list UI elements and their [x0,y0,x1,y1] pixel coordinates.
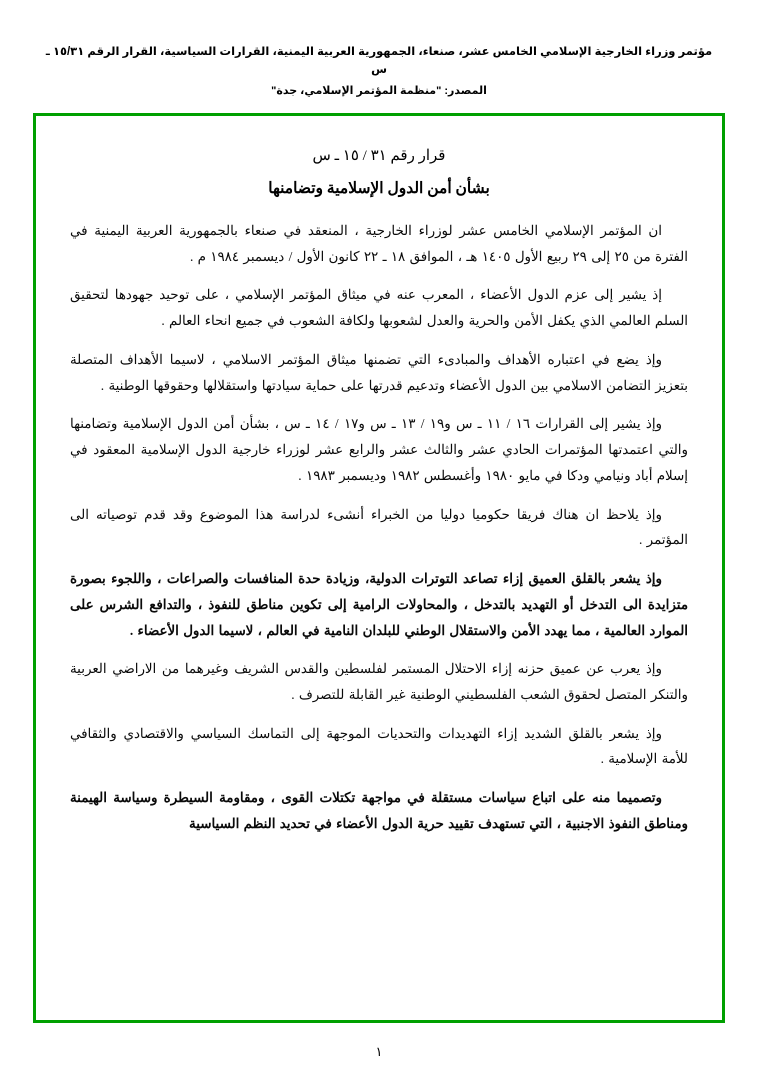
paragraph: وإذ يعرب عن عميق حزنه إزاء الاحتلال المستمر لفلسطين والقدس الشريف وغيرهما من الاراضي العربية والتنكر المتصل لحقوق الشعب الفلسطيني الوطنية غير القابلة للتصرف . [70,661,688,703]
paragraph: ان المؤتمر الإسلامي الخامس عشر لوزراء الخارجية ، المنعقد في صنعاء بالجمهورية العربية اليمنية في الفترة من ٢٥ إلى ٢٩ ربيع الأول ١٤٠٥ هـ ، الموافق ١٨ ـ ٢٢ كانون الأول / ديسمبر ١٩٨٤ م . [70,223,688,264]
document-header [0,0,758,100]
resolution-number: قرار رقم ٣١ / ١٥ ـ س [312,148,446,164]
paragraph: وإذ يشعر بالقلق الشديد إزاء التهديدات والتحديات الموجهة إلى التماسك السياسي والاقتصادي والثقافي للأمة الإسلامية . [70,725,688,767]
page-number: ١ [375,1044,383,1059]
paragraph: وإذ يشعر بالقلق العميق إزاء تصاعد التوترات الدولية، وزيادة حدة المنافسات والصراعات ، واللجوء بصورة متزايدة الى التدخل أو التهديد بالتدخل ، والمحاولات الرامية إلى تكوين مناطق للنفوذ ، والتدافع الشرس على الموارد العالمية ، مما يهدد الأمن والاستقلال الوطني للبلدان النامية في العالم ، لاسيما الدول الأعضاء . [70,571,688,638]
header-source-line: المصدر: "منظمة المؤتمر الإسلامي، جدة" [271,84,487,97]
paragraph: إذ يشير إلى عزم الدول الأعضاء ، المعرب عنه في ميثاق المؤتمر الإسلامي ، على توحيد جهودها لتحقيق السلم العالمي الذي يكفل الأمن والحرية والعدل لشعوبها ولكافة الشعوب في جميع انحاء العالم . [70,287,688,329]
paragraph: وإذ يلاحظ ان هناك فريقا حكوميا دوليا من الخبراء أنشىء لدراسة هذا الموضوع وقد قدم توصياته الى المؤتمر . [70,506,688,548]
content-frame [33,113,725,1023]
paragraph: وإذ يضع في اعتباره الأهداف والمبادىء التي تضمنها ميثاق المؤتمر الاسلامي ، لاسيما الأهداف المتصلة بتعزيز التضامن الاسلامي بين الدول الأعضاء وتدعيم قدرتها على حماية سيادتها واستقلالها وحقوقها الوطنية . [70,351,688,393]
paragraph: وإذ يشير إلى القرارات ١٦ / ١١ ـ س و١٩ / ١٣ ـ س و١٧ / ١٤ ـ س ، بشأن أمن الدول الإسلامية وتضامنها والتي اعتمدتها المؤتمرات الحادي عشر والثالث عشر والرابع عشر لوزراء خارجية الدول الإسلامية المعقود في إسلام أباد ونيامي ودكا في مايو ١٩٨٠ وأغسطس ١٩٨٢ وديسمبر ١٩٨٣ . [70,416,688,483]
content-body [36,116,722,1020]
resolution-title: بشأن أمن الدول الإسلامية وتضامنها [268,180,490,197]
header-title-line: مؤتمر وزراء الخارجية الإسلامي الخامس عشر، صنعاء، الجمهورية العربية اليمنية، القرارات السياسية، القرار الرقم ١٥/٣١ ـ س [45,46,713,76]
paragraph: وتصميما منه على اتباع سياسات مستقلة في مواجهة تكتلات القوى ، ومقاومة السيطرة وسياسة الهيمنة ومناطق النفوذ الاجنبية ، التي تستهدف تقييد حرية الدول الأعضاء في تحديد النظم السياسية [70,790,688,831]
